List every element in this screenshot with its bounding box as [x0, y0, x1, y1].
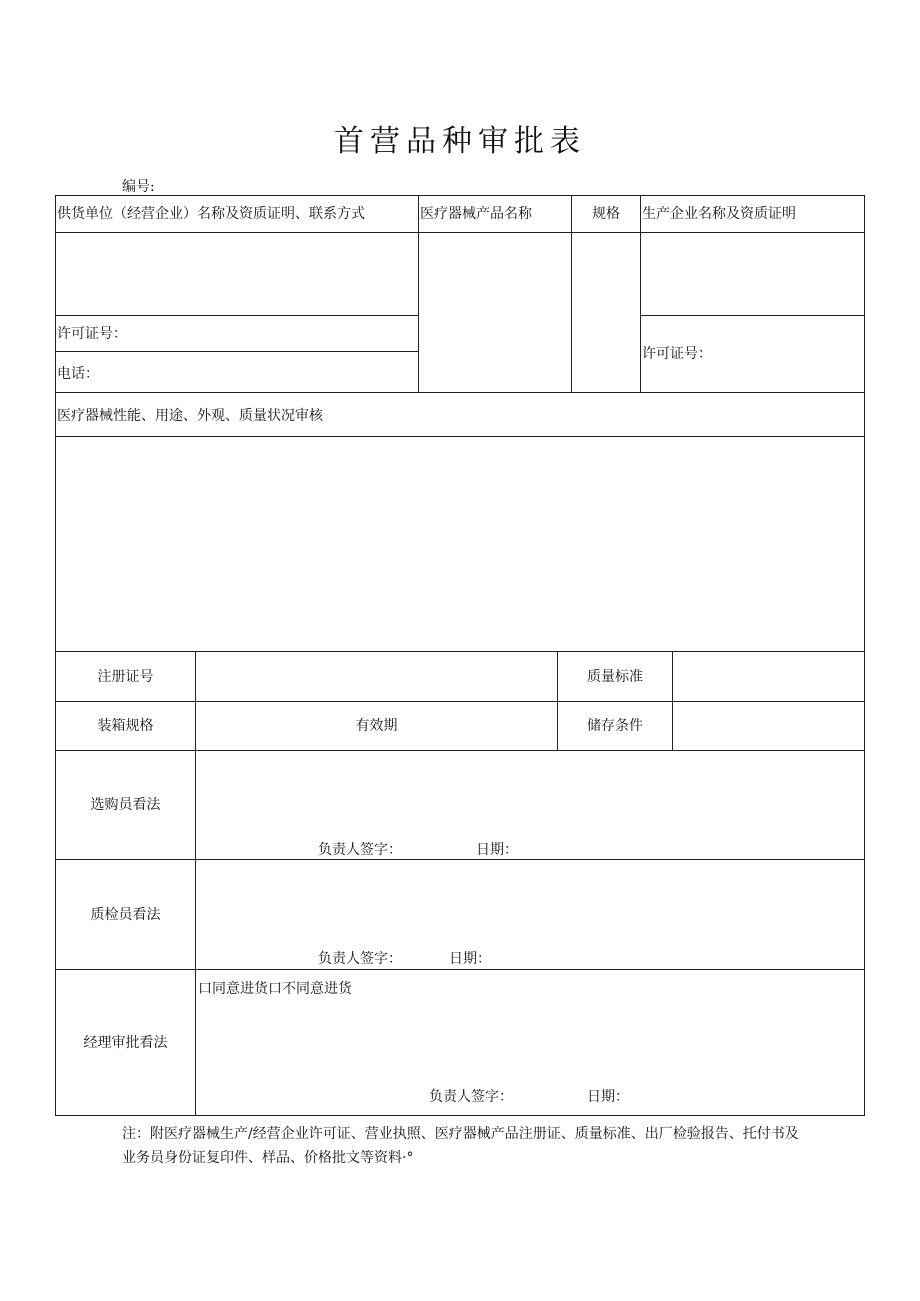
packing-spec-label: 装箱规格 — [97, 718, 154, 734]
supplier-phone-label: 电话： — [57, 366, 99, 382]
serial-number-label: 编号: — [122, 179, 155, 195]
manufacturer-header: 生产企业名称及资质证明 — [642, 206, 796, 222]
storage-condition-label: 储存条件 — [587, 718, 643, 734]
footnote — [122, 1122, 799, 1170]
buyer-date-label: 日期： — [476, 842, 518, 858]
table-border-bottom — [55, 1115, 865, 1116]
buyer-signature-label: 负责人签字： — [318, 842, 402, 858]
column-divider — [640, 195, 641, 393]
table-border-top — [55, 195, 865, 196]
row-divider — [55, 701, 865, 702]
product-name-header: 医疗器械产品名称 — [420, 206, 532, 222]
row-divider — [640, 315, 865, 316]
manager-choice-options: 口同意进货口不同意进货 — [198, 981, 352, 997]
supplier-license-label: 许可证号： — [57, 326, 127, 342]
row-divider — [55, 392, 865, 393]
table-border-right — [864, 195, 865, 1116]
page-title: 首营品种审批表 — [334, 124, 586, 159]
footnote-line: 注：附医疗器械生产/经营企业许可证、营业执照、医疗器械产品注册证、质量标准、出厂检验报告、托付书及 — [122, 1126, 799, 1142]
qc-opinion-label: 质检员看法 — [90, 907, 161, 923]
row-divider — [55, 750, 865, 751]
row-divider — [55, 651, 865, 652]
row-divider — [55, 351, 419, 352]
row-divider — [55, 859, 865, 860]
row-divider — [55, 436, 865, 437]
row-divider — [55, 232, 865, 233]
footnote-line: 业务员身份证复印件、样品、价格批文等资料·° — [122, 1150, 414, 1166]
row-divider — [55, 969, 865, 970]
registration-number-label: 注册证号 — [97, 669, 154, 685]
qc-date-label: 日期： — [449, 951, 491, 967]
manager-signature-label: 负责人签字： — [429, 1089, 513, 1105]
validity-label: 有效期 — [355, 718, 398, 734]
spec-header: 规格 — [592, 206, 620, 222]
manufacturer-license-label: 许可证号： — [642, 346, 712, 362]
buyer-opinion-label: 选购员看法 — [90, 797, 161, 813]
column-divider — [571, 195, 572, 393]
column-divider — [672, 651, 673, 751]
manager-opinion-label: 经理审批看法 — [83, 1035, 168, 1051]
row-divider — [55, 315, 419, 316]
manager-date-label: 日期： — [587, 1089, 629, 1105]
qc-signature-label: 负责人签字： — [318, 951, 402, 967]
review-label: 医疗器械性能、用途、外观、质量状况审核 — [57, 408, 323, 424]
column-divider — [418, 195, 419, 393]
table-border-left — [55, 195, 56, 1116]
column-divider — [557, 651, 558, 751]
supplier-header: 供货单位（经营企业）名称及资质证明、联系方式 — [57, 206, 365, 222]
quality-standard-label: 质量标准 — [587, 669, 643, 685]
